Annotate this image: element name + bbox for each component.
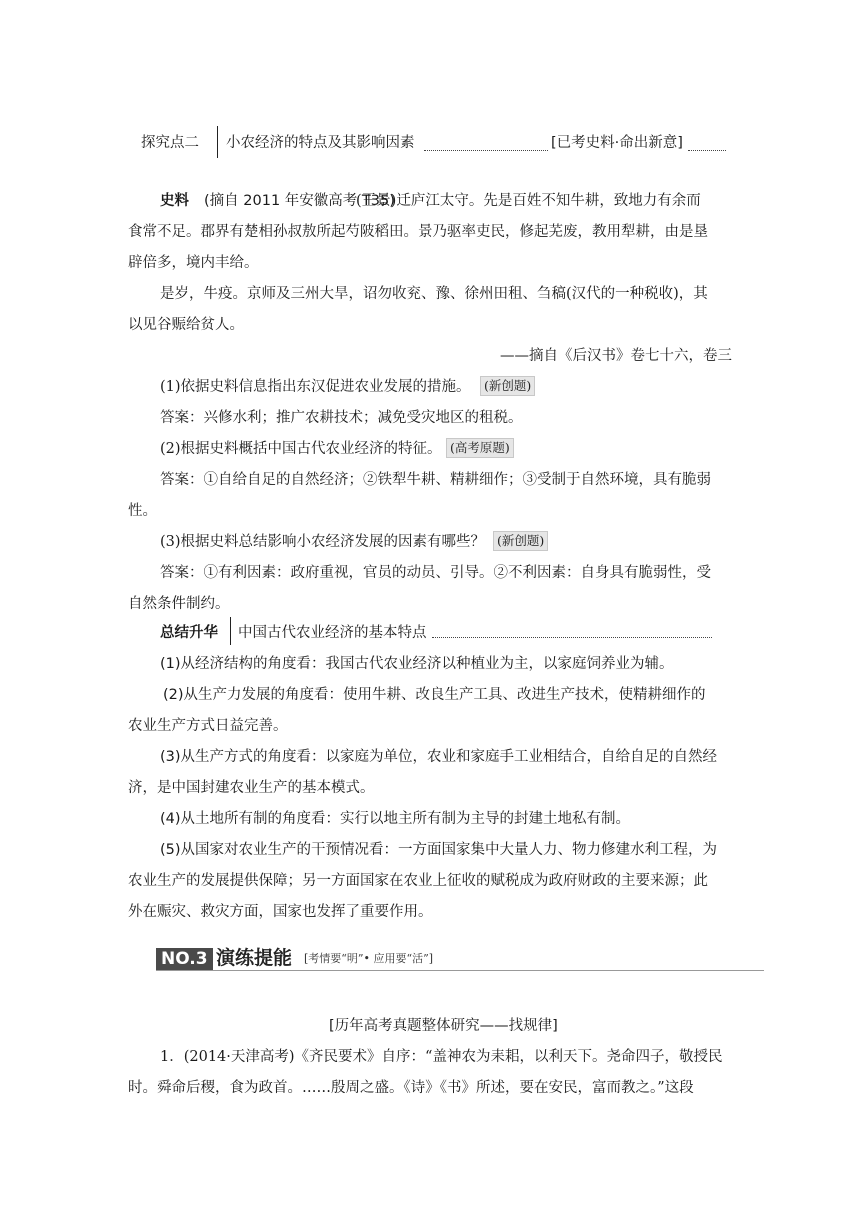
source-line: 是岁，牛疫。京师及三州大旱，诏勿收兖、豫、徐州田租、刍稿(汉代的一种税收)，其 [160, 286, 708, 302]
summary-title: 中国古代农业经济的基本特点 [238, 625, 427, 641]
source-line: 辟倍多，境内丰给。 [128, 255, 259, 271]
question-tag: (高考原题) [446, 438, 514, 458]
section-label: 探究点二 [141, 135, 199, 151]
dotted-leader [424, 150, 548, 151]
summary-point: 外在赈灾、救灾方面，国家也发挥了重要作用。 [128, 904, 433, 920]
answer: 自然条件制约。 [128, 596, 230, 612]
summary-point: 农业生产方式日益完善。 [128, 718, 288, 734]
dotted-leader-end [688, 150, 726, 151]
summary-point: (5)从国家对农业生产的干预情况看：一方面国家集中大量人力、物力修建水利工程，为 [160, 842, 718, 858]
question: (2)根据史料概括中国古代农业经济的特征。 [160, 441, 442, 457]
summary-point: (4)从土地所有制的角度看：实行以地主所有制为主导的封建土地私有制。 [160, 811, 631, 827]
source-line: 以见谷赈给贫人。 [128, 317, 244, 333]
banner-subtitle: [考情要“明”• 应用要“活”] [304, 952, 434, 965]
question: (1)依据史料信息指出东汉促进农业发展的措施。 [160, 379, 471, 395]
no3-badge: NO.3 [156, 948, 213, 970]
source-label: 史料 [160, 193, 189, 209]
source-line: 食常不足。郡界有楚相孙叔敖所起芍陂稻田。景乃驱率吏民，修起芜废，教用犁耕，由是垦 [128, 224, 708, 240]
summary-point: 农业生产的发展提供保障；另一方面国家在农业上征收的赋税成为政府财政的主要来源；此 [128, 873, 708, 889]
summary-point: 济，是中国封建农业生产的基本模式。 [128, 780, 375, 796]
answer: 答案：兴修水利；推广农耕技术；减免受灾地区的租税。 [160, 410, 523, 426]
question-tag: (新创题) [480, 376, 535, 396]
source-citation: (摘自 2011 年安徽高考 T35) [204, 193, 395, 209]
summary-divider [230, 617, 231, 645]
exercise-text: 1．(2014·天津高考)《齐民要术》自序：“盖神农为耒耜，以利天下。尧命四子，敬授民 [160, 1049, 723, 1065]
section-divider [217, 126, 218, 158]
source-attribution: ——摘自《后汉书》卷七十六，卷三 [500, 348, 732, 364]
summary-point: (3)从生产方式的角度看：以家庭为单位，农业和家庭手工业相结合，自给自足的自然经 [160, 749, 718, 765]
section-heading: [历年高考真题整体研究——找规律] [329, 1018, 558, 1034]
banner-rule [156, 970, 764, 971]
source-line: (王景)迁庐江太守。先是百姓不知牛耕，致地力有余而 [356, 193, 701, 209]
summary-point: (1)从经济结构的角度看：我国古代农业经济以种植业为主，以家庭饲养业为辅。 [160, 656, 674, 672]
summary-label: 总结升华 [160, 625, 218, 641]
answer: 性。 [128, 503, 157, 519]
banner-title: 演练提能 [216, 947, 293, 969]
answer: 答案：①自给自足的自然经济；②铁犁牛耕、精耕细作；③受制于自然环境，具有脆弱 [160, 472, 711, 488]
summary-point: (2)从生产力发展的角度看：使用牛耕、改良生产工具、改进生产技术，使精耕细作的 [163, 687, 706, 703]
dotted-leader [432, 637, 712, 638]
section-tag: [已考史料·命出新意] [551, 135, 683, 151]
answer: 答案：①有利因素：政府重视，官员的动员、引导。②不利因素：自身具有脆弱性，受 [160, 565, 711, 581]
section-title: 小农经济的特点及其影响因素 [226, 135, 415, 151]
question-tag: (新创题) [493, 531, 548, 551]
question: (3)根据史料总结影响小农经济发展的因素有哪些？ [160, 534, 486, 550]
exercise-text: 时。舜命后稷，食为政首。……殷周之盛。《诗》《书》所述，要在安民，富而教之。”这段 [128, 1080, 694, 1096]
